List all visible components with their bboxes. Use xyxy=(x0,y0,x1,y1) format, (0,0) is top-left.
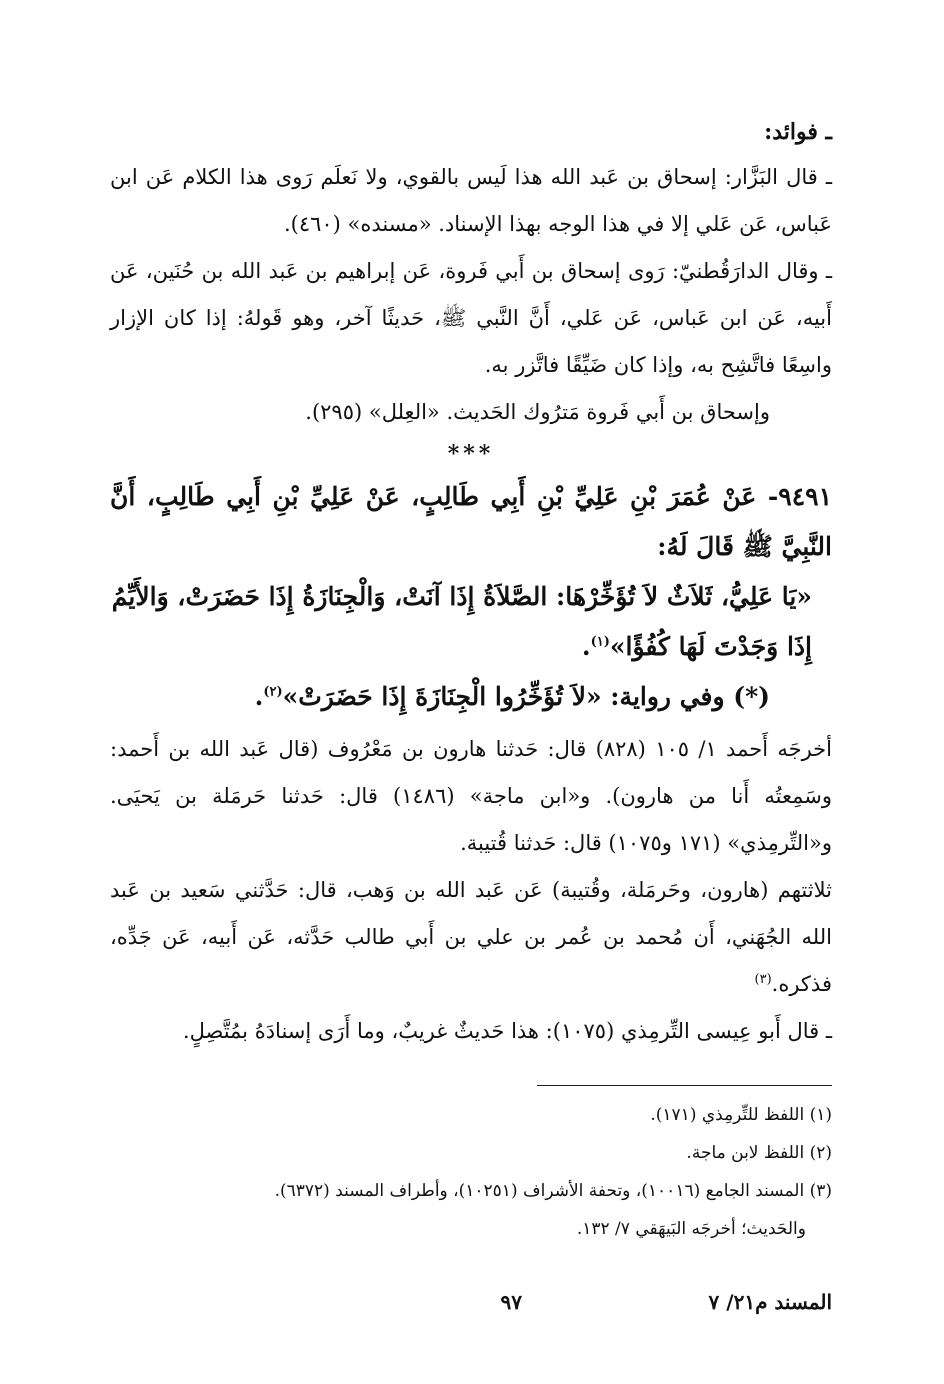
footnote-1: (١) اللفظ للتِّرمِذي (١٧١). xyxy=(650,1105,832,1125)
hadith-riwaya-text: (*) وفي رواية: «لاَ تُؤَخِّرُوا الْجِنَازَةَ إِذَا حَضَرَتْ» xyxy=(282,682,770,711)
tirmidhi-comment: ـ قال أَبو عِيسى التِّرمِذي (١٠٧٥): هذا حَديثٌ غريبٌ، وما أَرَى إسنادَهُ بمُتَّصِلٍ. xyxy=(182,1019,832,1043)
page-body xyxy=(110,110,832,1344)
page-footer xyxy=(110,1290,832,1330)
hadith-isnad: ٩٤٩١- عَنْ عُمَرَ بْنِ عَلِيِّ بْنِ أَبِي طَالِبٍ، عَنْ عَلِيِّ بْنِ أَبِي طَالِبٍ، أَنَّ النَّبِيَّ ﷺ قَالَ لَهُ: xyxy=(110,482,832,561)
footnote-divider xyxy=(537,1085,832,1086)
footnote-ref-2: (٢) xyxy=(263,684,283,700)
footnote-3-continuation: والحَديث؛ أخرجَه البَيهَقي ٧/ ١٣٢. xyxy=(576,1219,806,1239)
footnote-ref-3: (٣) xyxy=(754,972,772,987)
ishaq-paragraph: وإسحاق بن أَبي فَروة مَترُوك الحَديث. «العِلل» (٢٩٥). xyxy=(305,400,770,424)
signature-mark: المسند م٢١/ ٧ xyxy=(708,1290,832,1314)
takhrij-paragraph-1: أخرجَه أَحمد ١/ ١٠٥ (٨٢٨) قال: حَدثنا هارون بن مَعْرُوف (قال عَبد الله بن أَحمد: وسَمِعتُه أَنا من هارون). و«ابن ماجة» (١٤٨٦) قال: حَدثنا حَرمَلة بن يَحيَى. و«التِّرمِذي» (١٧١ و١٠٧٥) قال: حَدثنا قُتيبة. xyxy=(110,737,832,855)
footnote-3: (٣) المسند الجامع (١٠٠١٦)، وتحفة الأشراف (١٠٢٥١)، وأطراف المسند (٦٣٧٢). xyxy=(274,1181,832,1201)
bazzar-paragraph: ـ قال البَزَّار: إسحاق بن عَبد الله هذا لَيس بالقوي، ولا نَعلَم رَوى هذا الكلام عَن ابن عَباس، عَن عَلي إلا في هذا الوجه بهذا الإسناد. «مسنده» (٤٦٠). xyxy=(110,165,832,236)
hadith-matn-text: «يَا عَلِيُّ، ثَلاَثٌ لاَ تُؤَخِّرْهَا: الصَّلاَةُ إِذَا آنَتْ، وَالْجِنَازَةُ إِذَا حَضَرَتْ، وَالأَيِّمُ إِذَا وَجَدْتَ لَهَا كُفُؤًا» xyxy=(111,582,812,661)
section-separator: *** xyxy=(447,441,495,467)
hadith-matn: «يَا عَلِيُّ، ثَلاَثٌ لاَ تُؤَخِّرْهَا: الصَّلاَةُ إِذَا آنَتْ، وَالْجِنَازَةُ إِذَا حَضَرَتْ، وَالأَيِّمُ إِذَا وَجَدْتَ لَهَا كُفُؤًا»$^{(١)}$. xyxy=(111,582,812,661)
section-heading: ـ فوائد: xyxy=(764,119,832,145)
takhrij-paragraph-2-text: ثلاثتهم (هارون، وحَرمَلة، وقُتيبة) عَن عَبد الله بن وَهب، قال: حَدَّثني سَعيد بن عَبد الله الجُهَني، أَن مُحمد بن عُمر بن علي بن أَبي طالب حَدَّثه، عَن أَبيه، عَن جَدِّه، فذكره. xyxy=(110,878,832,996)
footnote-ref-1: (١) xyxy=(590,634,610,650)
page-number: ٩٧ xyxy=(500,1290,522,1314)
daraqutni-paragraph: ـ وقال الدارَقُطنيّ: رَوى إسحاق بن أَبي فَروة، عَن إبراهيم بن عَبد الله بن حُنَين، عَن أَبيه، عَن ابن عَباس، عَن عَلي، أَنَّ النَّبي ﷺ، حَديثًا آخر، وهو قَولهُ: إذا كان الإزار واسِعًا فاتَّشِح به، وإذا كان ضَيِّقًا فاتَّزر به. xyxy=(110,259,832,377)
takhrij-paragraph-2 xyxy=(110,867,832,1008)
hadith-riwaya: (*) وفي رواية: «لاَ تُؤَخِّرُوا الْجِنَازَةَ إِذَا حَضَرَتْ»$^{(٢)}$. xyxy=(254,682,770,711)
footnote-2: (٢) اللفظ لابن ماجة. xyxy=(686,1143,832,1163)
